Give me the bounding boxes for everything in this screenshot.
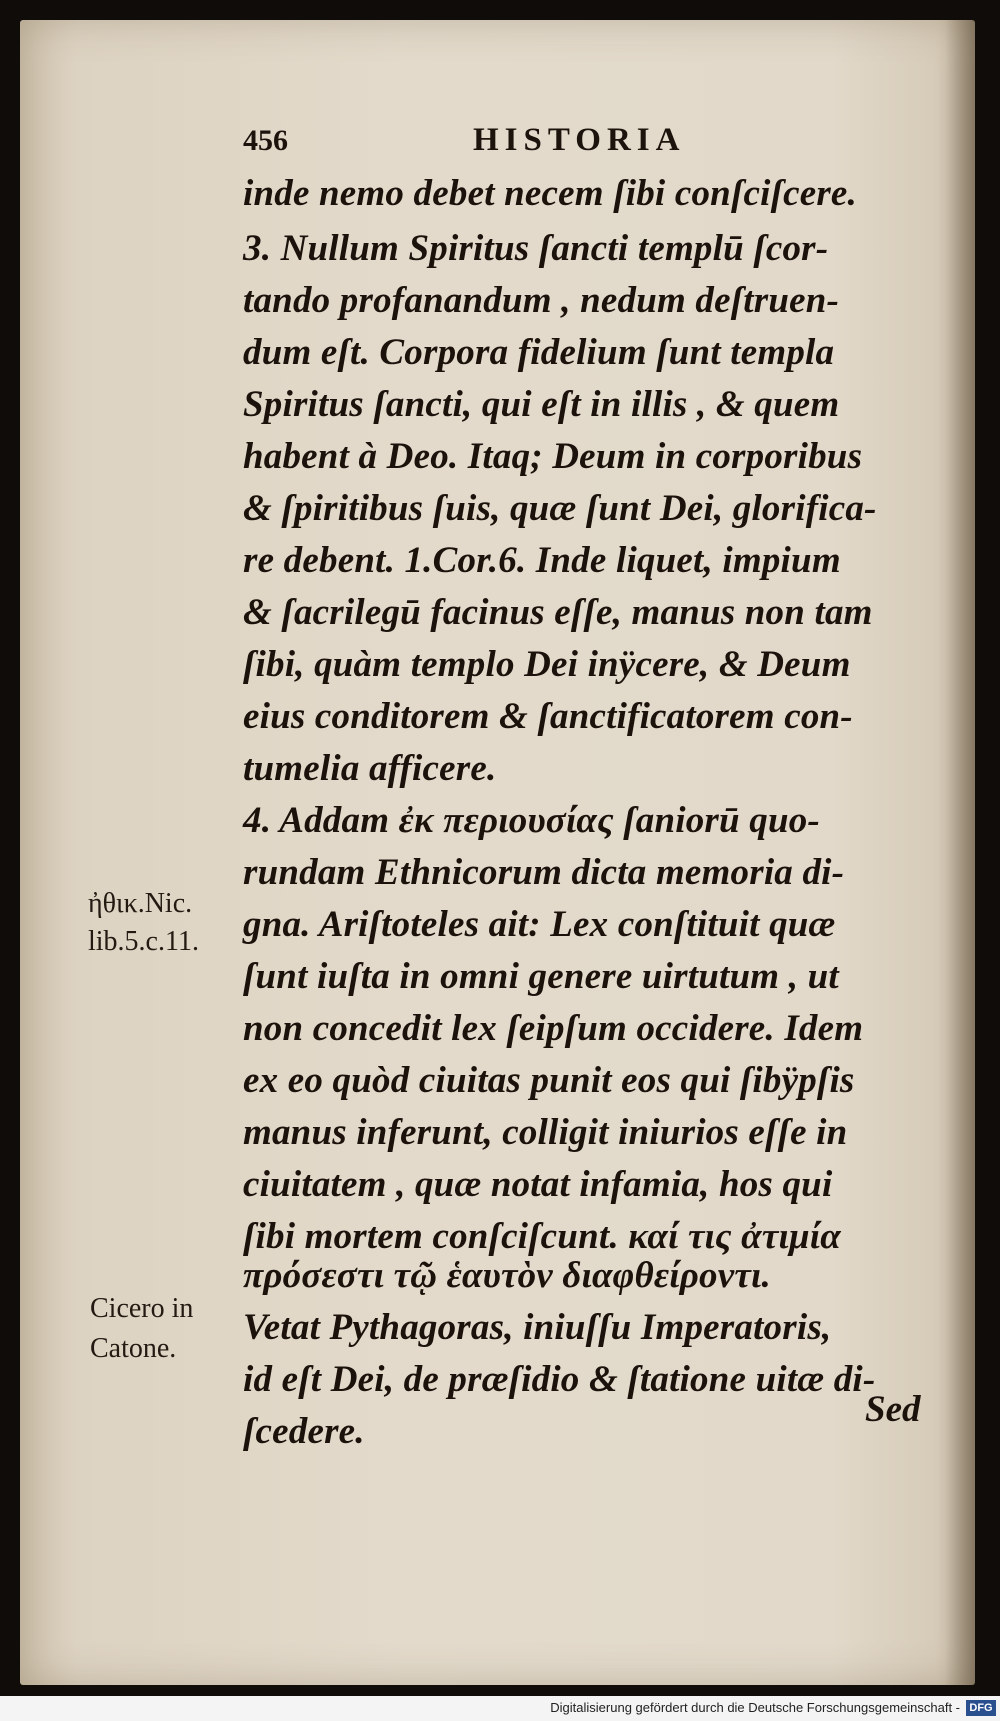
marginal-note-line: Cicero in bbox=[90, 1293, 194, 1324]
text-line: Spiritus ſancti, qui eſt in illis , & quem bbox=[243, 384, 840, 425]
text-line: habent à Deo. Itaq; Deum in corporibus bbox=[243, 436, 863, 477]
text-line: ex eo quòd ciuitas punit eos qui ſibÿpſis bbox=[243, 1060, 855, 1101]
marginal-note-line: lib.5.c.11. bbox=[88, 926, 199, 957]
text-line: tando profanandum , nedum deſtruen- bbox=[243, 280, 840, 321]
text-line: & ſpiritibus ſuis, quæ ſunt Dei, glorifica- bbox=[243, 488, 877, 529]
footer-bar bbox=[0, 1696, 1000, 1721]
marginal-note-line: ἠθικ.Nic. bbox=[88, 888, 193, 919]
text-line: ſibi mortem conſciſcunt. καί τις ἀτιμία bbox=[243, 1216, 841, 1257]
text-line: & ſacrilegū facinus eſſe, manus non tam bbox=[243, 592, 873, 633]
text-line: tumelia afficere. bbox=[243, 748, 497, 789]
text-line: ciuitatem , quæ notat infamia, hos qui bbox=[243, 1164, 833, 1205]
text-line: eius conditorem & ſanctificatorem con- bbox=[243, 696, 853, 737]
text-line: 3. Nullum Spiritus ſancti templū ſcor- bbox=[243, 228, 829, 269]
text-line: ſunt iuſta in omni genere uirtutum , ut bbox=[243, 956, 839, 997]
running-title: HISTORIA bbox=[473, 122, 686, 158]
text-line: gna. Ariſtoteles ait: Lex conſtituit quæ bbox=[243, 904, 836, 945]
folio-number: 456 bbox=[243, 124, 288, 157]
marginal-note-line: Catone. bbox=[90, 1333, 177, 1364]
text-line: 4. Addam ἐκ περιουσίας ſaniorū quo- bbox=[243, 800, 820, 841]
catchword: Sed bbox=[865, 1389, 921, 1430]
text-line: rundam Ethnicorum dicta memoria di- bbox=[243, 852, 845, 893]
text-line: dum eſt. Corpora fidelium ſunt templa bbox=[243, 332, 835, 373]
text-line: πρόσεστι τῷ ἑαυτὸν διαφθείροντι. bbox=[243, 1255, 771, 1296]
page-header bbox=[243, 118, 743, 168]
dfg-logo: DFG bbox=[966, 1700, 996, 1716]
text-line: re debent. 1.Cor.6. Inde liquet, impium bbox=[243, 540, 841, 581]
text-line: ſibi, quàm templo Dei inÿcere, & Deum bbox=[243, 644, 851, 685]
text-line: non concedit lex ſeipſum occidere. Idem bbox=[243, 1008, 864, 1049]
funding-credit: Digitalisierung gefördert durch die Deutsche Forschungsgemeinschaft - bbox=[550, 1700, 960, 1715]
text-line: id eſt Dei, de præſidio & ſtatione uitæ di- bbox=[243, 1359, 876, 1400]
text-line: manus inferunt, colligit iniurios eſſe in bbox=[243, 1112, 848, 1153]
text-line: Vetat Pythagoras, iniuſſu Imperatoris, bbox=[243, 1307, 832, 1348]
text-line: ſcedere. bbox=[243, 1411, 365, 1452]
page-edge-shadow bbox=[945, 20, 975, 1685]
text-line: inde nemo debet necem ſibi conſciſcere. bbox=[243, 173, 858, 214]
